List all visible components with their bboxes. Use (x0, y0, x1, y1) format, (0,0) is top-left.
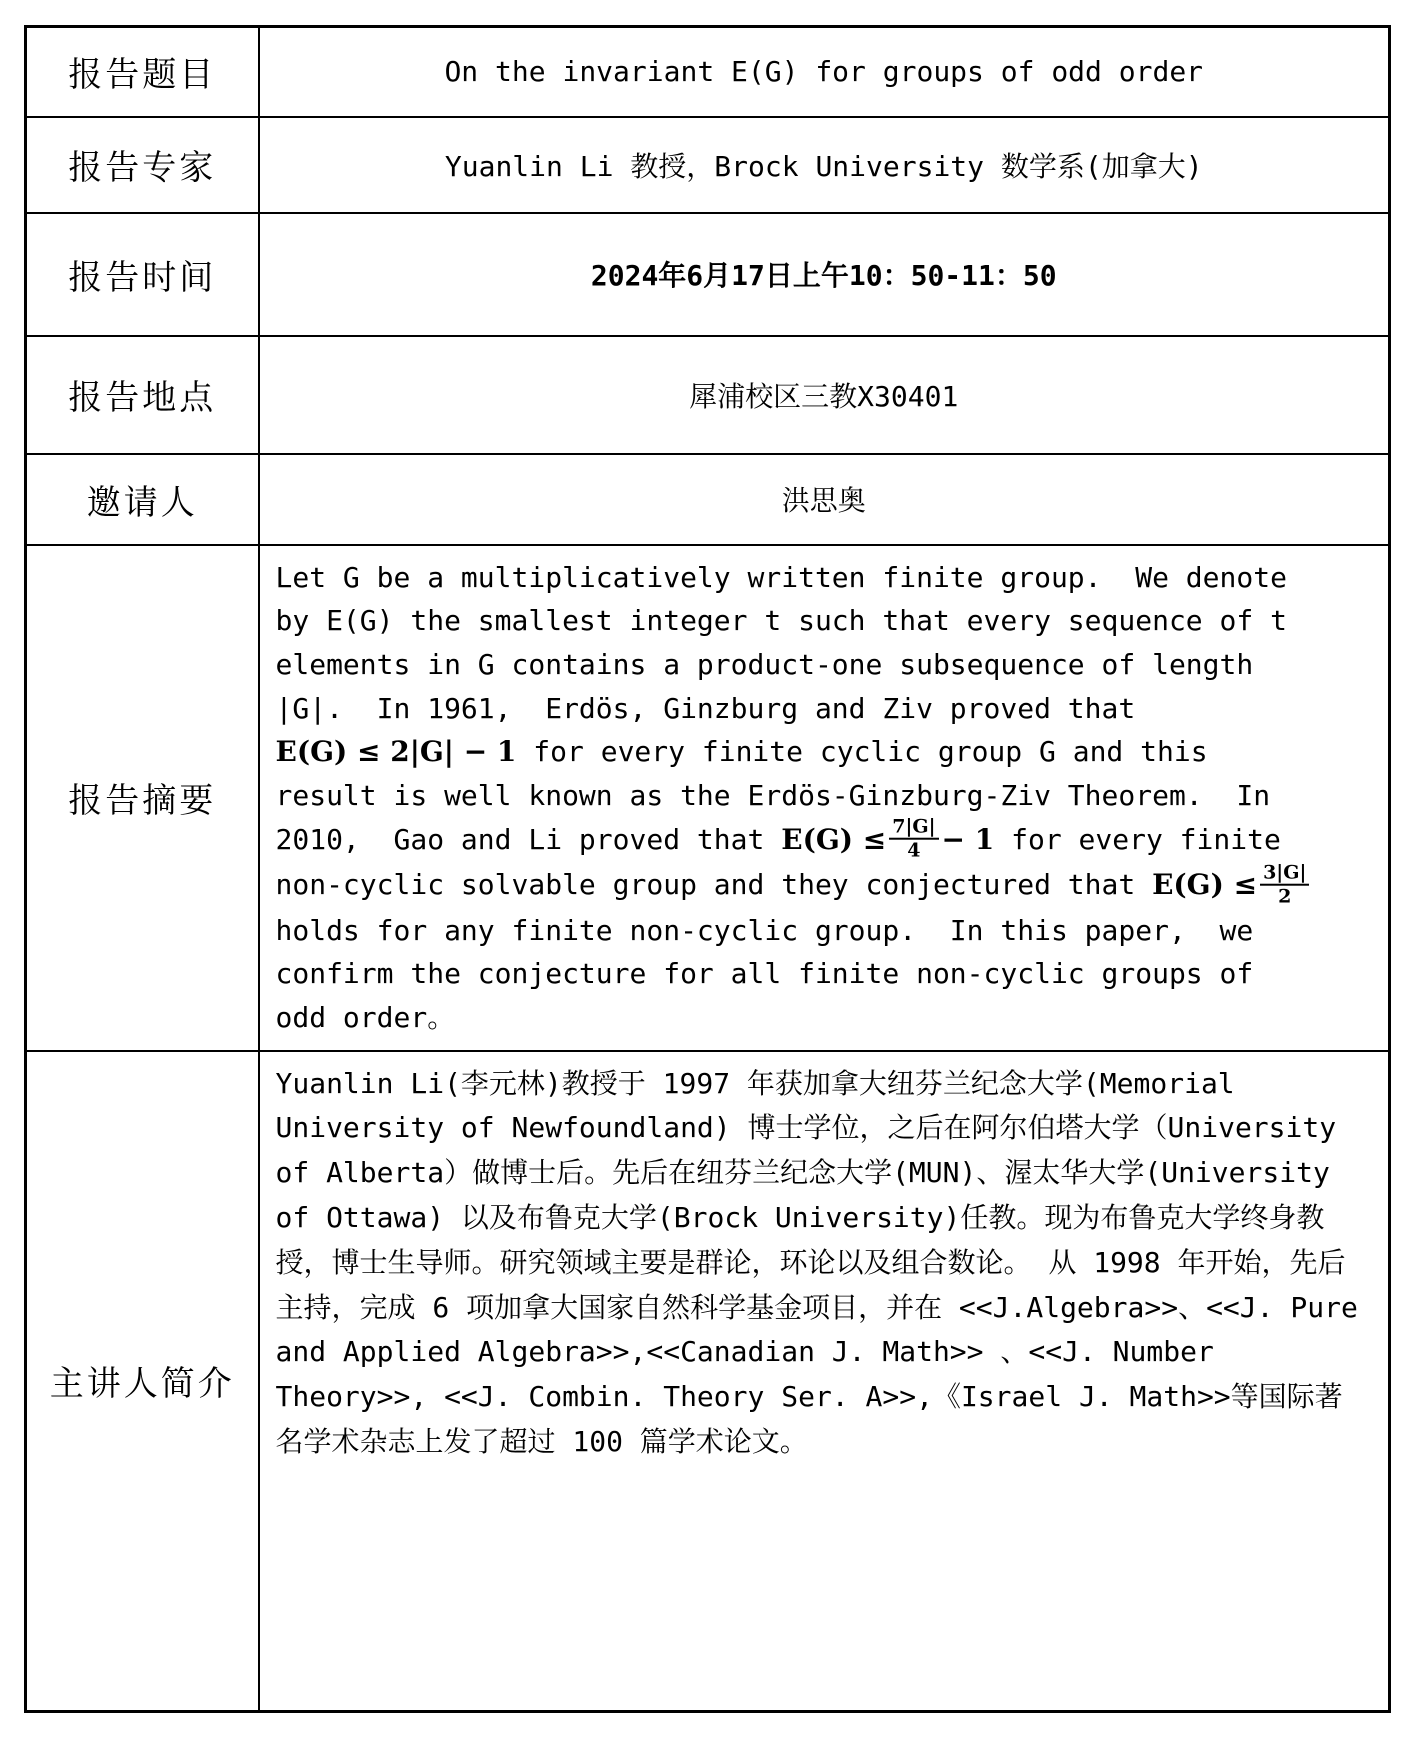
formula3-prefix: E(G) ≤ (1152, 868, 1258, 902)
table-row-inviter (26, 454, 1390, 545)
formula3-denominator: 2 (1278, 885, 1292, 908)
formula-egz-bound: E(G) ≤ 2|G| − 1 (275, 735, 517, 769)
formula2-suffix: − 1 (941, 822, 995, 856)
bio-cell (259, 1051, 1390, 1712)
formula2-denominator: 4 (907, 839, 921, 862)
talk-title-text: On the invariant E(G) for groups of odd order (259, 27, 1390, 117)
table-row-abstract (26, 545, 1390, 1051)
formula3-numerator: 3|G| (1260, 862, 1309, 885)
abstract-cell (259, 545, 1390, 1051)
abstract-segment-2: for every finite cyclic group G and this result is well known as the Erdös-Ginzburg-Ziv Theorem. In 2010, Gao and Li proved that (275, 735, 1287, 856)
time-text: 2024年6月17日上午10：50-11：50 (259, 213, 1390, 336)
speaker-row-label: 报告专家 (26, 117, 259, 213)
time-row-label: 报告时间 (26, 213, 259, 336)
abstract-row-label: 报告摘要 (26, 545, 259, 1051)
table-row-title (26, 27, 1390, 117)
abstract-paragraph (275, 556, 1330, 1040)
venue-text: 犀浦校区三教X30401 (259, 336, 1390, 454)
table-row-venue (26, 336, 1390, 454)
inviter-name-text: 洪思奥 (259, 454, 1390, 545)
title-row-label: 报告题目 (26, 27, 259, 117)
abstract-segment-4: holds for any finite non-cyclic group. In this paper, we confirm the conjecture for all finite non-cyclic groups of odd order。 (275, 868, 1330, 1034)
formula-conjecture-bound (1152, 861, 1312, 908)
seminar-notice-table (24, 25, 1391, 1713)
abstract-segment-1: Let G be a multiplicatively written finite group. We denote by E(G) the smallest integer t such that every sequence of t elements in G contains a product-one subsequence of length |G|. In 1961, Erdös, Ginzburg and Ziv proved that (275, 560, 1304, 725)
formula2-fraction (889, 817, 938, 861)
formula-gao-li-bound (781, 815, 995, 862)
inviter-row-label: 邀请人 (26, 454, 259, 545)
bio-row-label: 主讲人简介 (26, 1051, 259, 1712)
table-row-bio (26, 1051, 1390, 1712)
bio-paragraph: Yuanlin Li(李元林)教授于 1997 年获加拿大纽芬兰纪念大学(Memorial University of Newfoundland) 博士学位，之后在阿尔伯塔大学（University of Alberta）做博士后。先后在纽芬兰纪念大学(MUN)、渥太华大学(University of Ottawa) 以及布鲁克大学(Brock University)任教。现为布鲁克大学终身教授，博士生导师。研究领域主要是群论，环论以及组合数论。 从 1998 年开始，先后主持，完成 6 项加拿大国家自然科学基金项目，并在 <<J.Algebra>>、<<J. Pure and Applied Algebra>>,<<Canadian J. Math>> 、<<J. Number Theory>>, <<J. Combin. Theory Ser. A>>,《Israel J. Math>>等国际著名学术杂志上发了超过 100 篇学术论文。 (275, 1066, 1375, 1458)
abstract-segment-3: for every finite non-cyclic solvable group and they conjectured that (275, 822, 1298, 902)
formula2-numerator: 7|G| (889, 817, 938, 840)
table-row-time (26, 213, 1390, 336)
formula2-prefix: E(G) ≤ (781, 822, 887, 856)
table-row-speaker (26, 117, 1390, 213)
formula3-fraction (1260, 862, 1309, 906)
speaker-text: Yuanlin Li 教授，Brock University 数学系(加拿大) (259, 117, 1390, 213)
venue-row-label: 报告地点 (26, 336, 259, 454)
